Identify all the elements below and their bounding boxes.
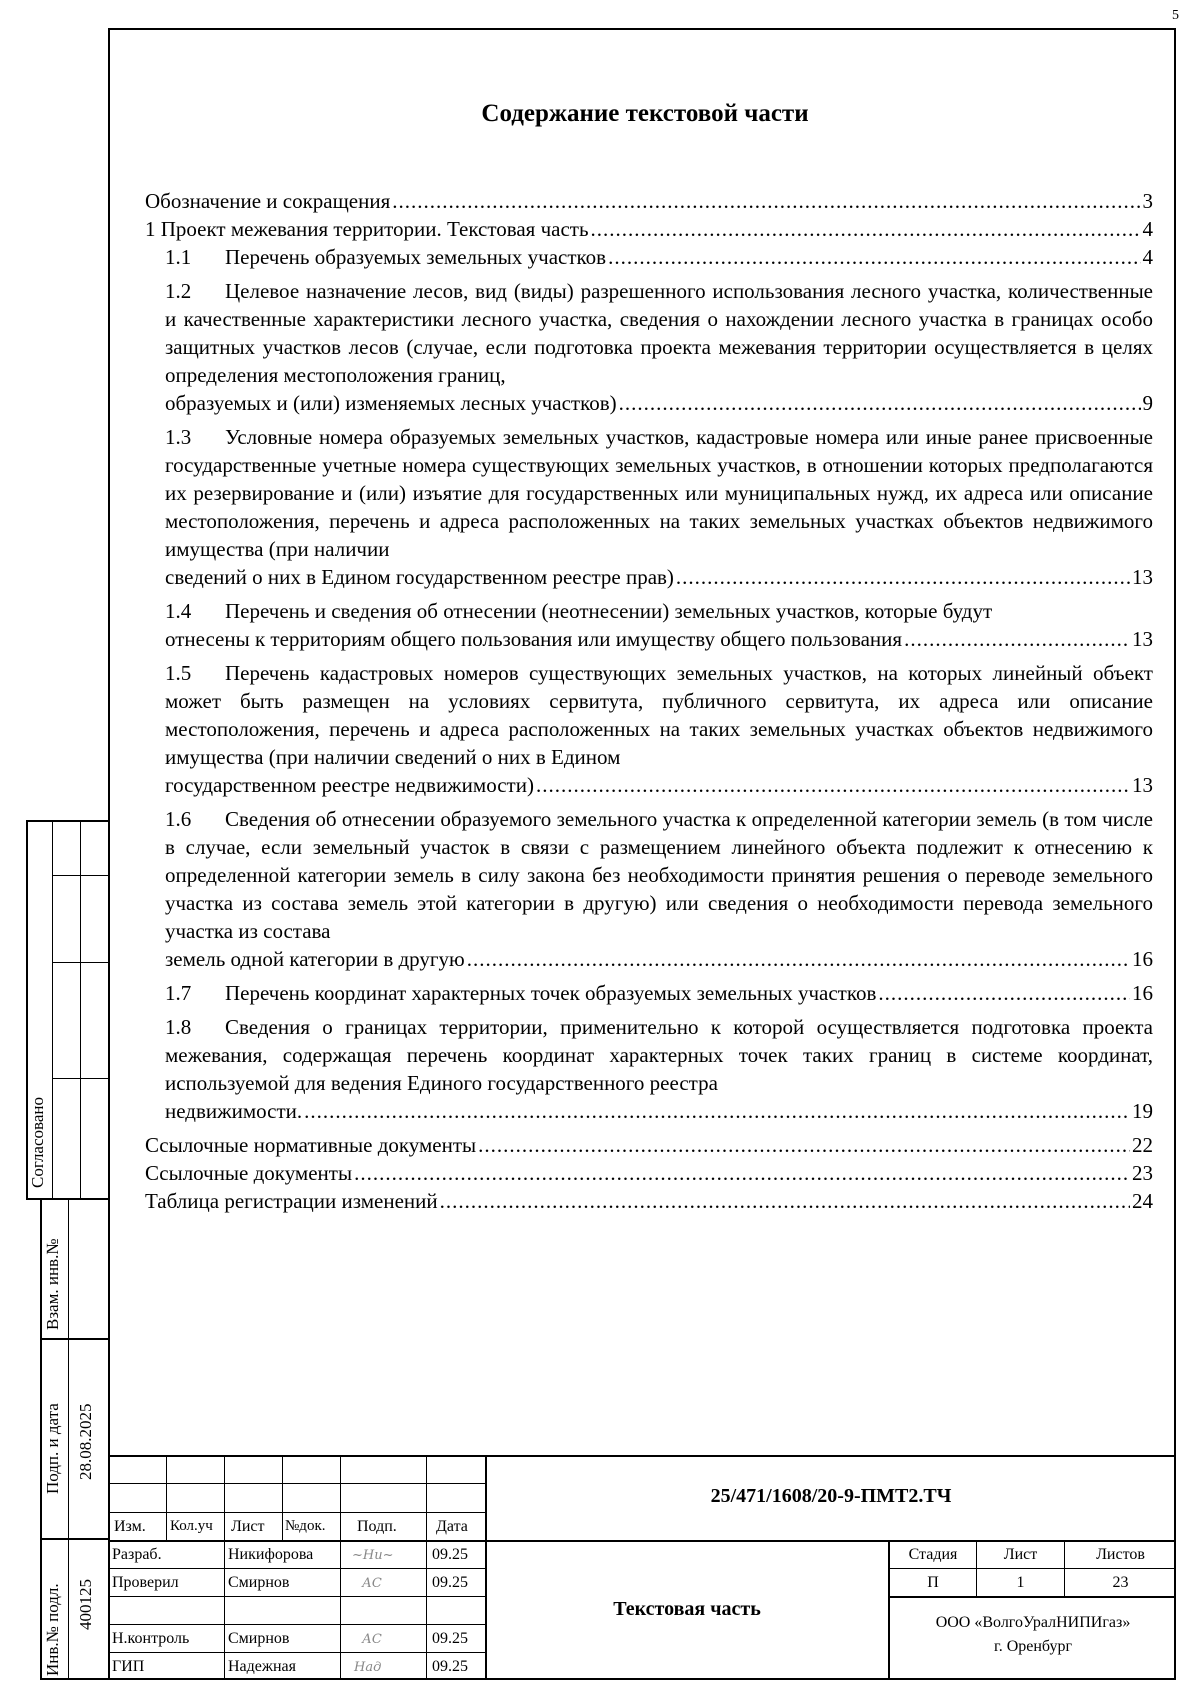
toc-entry-text-end: земель одной категории в другую [165, 947, 465, 971]
inventory-rowline [40, 1538, 110, 1540]
r1-signature: ~Ни~ [352, 1548, 394, 1563]
toc-entry-page: 16 [1132, 981, 1153, 1005]
inventory-rowline [40, 1338, 110, 1340]
agreed-label: Согласовано [28, 1097, 47, 1188]
toc-entry-page: 4 [1142, 245, 1153, 269]
toc-entry-text: Обозначение и сокращения [145, 189, 391, 213]
toc-entry-text: Сведения об отнесении образуемого земельного участка к определенной категории земель (в том числе в случае, если земельный участок в связи с размещением линейного объекта подлежит к отнесению к определенной категории земель в силу закона без необходимости принятия решения о переводе земельного участка из состава земель этой категории в другую) или сведения о необходимости перевода земельного участка из состава [165, 807, 1153, 943]
inv-orig-value: 400125 [76, 1579, 95, 1630]
stage-label: Стадия [908, 1546, 958, 1563]
hdr-ndok: №док. [285, 1518, 326, 1534]
toc-entry-page: 13 [1132, 627, 1153, 651]
r4-name: Надежная [228, 1658, 296, 1675]
toc-leader [354, 1159, 1130, 1187]
doc-name: Текстовая часть [613, 1598, 761, 1620]
toc-entry-page: 9 [1142, 391, 1153, 415]
toc-entry-number: 1.5 [165, 661, 192, 685]
toc-entry[interactable] [145, 215, 1153, 243]
toc-entry-number: 1.8 [165, 1015, 192, 1039]
toc-entry-number: 1.4 [165, 599, 192, 623]
agreed-divider [80, 820, 81, 1200]
toc-entry-text-end: образуемых и (или) изменяемых лесных участков) [165, 391, 617, 415]
toc-leader [478, 1131, 1130, 1159]
toc-entry-number: 1.6 [165, 807, 192, 831]
agreed-rowline [52, 875, 109, 876]
toc-entry-number: 1.7 [165, 981, 192, 1005]
table-of-contents [145, 187, 1153, 1215]
stamp-hline [888, 1568, 1176, 1569]
toc-entry-page: 13 [1132, 565, 1153, 589]
toc-entry-text: Целевое назначение лесов, вид (виды) разрешенного использования лесного участка, количественные и качественные характеристики лесного участка, сведения о нахождении лесного участка в границах особо защитных участков лесов (случае, если подготовка проекта межевания территории осуществляется в целях определения местоположения границ, [165, 279, 1153, 387]
r2-date: 09.25 [432, 1574, 468, 1591]
toc-leader [467, 945, 1130, 973]
stamp-hline [888, 1596, 1176, 1598]
org-name: ООО «ВолгоУралНИПИгаз» [935, 1614, 1131, 1631]
toc-leader [904, 625, 1130, 653]
sheets-value: 23 [1112, 1574, 1129, 1591]
stamp-vline [166, 1455, 167, 1540]
toc-entry-text: 1 Проект межевания территории. Текстовая часть [145, 217, 589, 241]
toc-entry-text: Ссылочные нормативные документы [145, 1133, 477, 1157]
toc-entry-text-end: государственном реестре недвижимости) [165, 773, 534, 797]
toc-entry-page: 24 [1132, 1189, 1153, 1213]
toc-entry[interactable] [145, 423, 1153, 591]
stamp-hline [108, 1483, 486, 1484]
r1-date: 09.25 [432, 1546, 468, 1563]
r4-date: 09.25 [432, 1658, 468, 1675]
stamp-hline [108, 1540, 486, 1542]
page-title: Содержание текстовой части [481, 100, 809, 127]
doc-code: 25/471/1608/20-9-ПМТ2.ТЧ [710, 1485, 952, 1507]
stamp-hline [485, 1540, 1176, 1542]
toc-entry[interactable] [145, 659, 1153, 799]
toc-entry[interactable] [145, 597, 1153, 653]
toc-entry[interactable] [145, 243, 1153, 271]
toc-leader [619, 389, 1141, 417]
toc-entry-text-end: отнесены к территориям общего пользования или имуществу общего пользования [165, 627, 903, 651]
stamp-topline [108, 1455, 1176, 1457]
toc-entry[interactable] [145, 277, 1153, 417]
hdr-izm: Изм. [114, 1518, 146, 1535]
toc-entry[interactable] [145, 805, 1153, 973]
stamp-hline [108, 1568, 486, 1569]
r3-name: Смирнов [228, 1630, 290, 1647]
toc-entry-text: Сведения о границах территории, применительно к которой осуществляется подготовка проекта межевания, содержащая перечень координат характерных точек таких границ в системе координат, используемой для ведения Единого государственного реестра [165, 1015, 1153, 1095]
toc-leader [304, 1097, 1130, 1125]
hdr-podp: Подп. [357, 1518, 397, 1535]
r1-role: Разраб. [112, 1546, 162, 1563]
toc-entry[interactable] [145, 1013, 1153, 1125]
toc-entry-text: Перечень образуемых земельных участков [225, 245, 607, 269]
page-number: 5 [1172, 8, 1179, 23]
stamp-hline [108, 1512, 486, 1513]
sheet-label: Лист [1003, 1546, 1038, 1563]
toc-entry-number: 1.1 [165, 245, 192, 269]
toc-entry-number: 1.2 [165, 279, 192, 303]
toc-leader [878, 979, 1130, 1007]
agreed-divider [52, 820, 53, 1200]
toc-entry-text-end: недвижимости. [165, 1099, 303, 1123]
stamp-hline [108, 1624, 486, 1625]
org-city: г. Оренбург [993, 1638, 1073, 1655]
r2-name: Смирнов [228, 1574, 290, 1591]
stamp-hline [108, 1652, 486, 1653]
toc-entry[interactable] [145, 1187, 1153, 1215]
replace-inv-label: Взам. инв.№ [43, 1238, 62, 1330]
r3-date: 09.25 [432, 1630, 468, 1647]
stamp-vline [282, 1455, 283, 1540]
toc-entry-page: 13 [1132, 773, 1153, 797]
toc-leader [676, 563, 1130, 591]
agreed-rowline [52, 962, 109, 963]
hdr-koluch: Кол.уч [170, 1518, 213, 1534]
toc-entry-page: 22 [1132, 1133, 1153, 1157]
sign-date-value: 28.08.2025 [76, 1403, 95, 1480]
sheets-label: Листов [1096, 1546, 1145, 1563]
toc-entry-page: 16 [1132, 947, 1153, 971]
toc-entry-text: Таблица регистрации изменений [145, 1189, 438, 1213]
toc-leader [536, 771, 1130, 799]
toc-entry-text-end: сведений о них в Едином государственном реестре прав) [165, 565, 674, 589]
inventory-divider [68, 1198, 69, 1680]
toc-entry-page: 3 [1142, 189, 1153, 213]
r4-role: ГИП [112, 1658, 145, 1675]
sheet-value: 1 [1016, 1574, 1025, 1591]
toc-entry-page: 19 [1132, 1099, 1153, 1123]
toc-entry-text: Перечень и сведения об отнесении (неотнесении) земельных участков, которые будут [225, 599, 993, 623]
hdr-data: Дата [436, 1518, 468, 1535]
toc-entry-text: Условные номера образуемых земельных участков, кадастровые номера или иные ранее присвоенные государственные учетные номера существующих земельных участков, в отношении которых предполагаются их резервирование и (или) изъятие для государственных или муниципальных нужд, их адреса или описание местоположения, перечень и адреса расположенных на таких земельных участках объектов недвижимого имущества (при наличии [165, 425, 1153, 561]
r2-signature: АС [362, 1576, 382, 1591]
toc-entry-number: 1.3 [165, 425, 192, 449]
toc-leader [608, 243, 1140, 271]
r3-role: Н.контроль [112, 1630, 190, 1647]
hdr-list: Лист [231, 1518, 265, 1535]
toc-entry-text: Ссылочные документы [145, 1161, 353, 1185]
agreed-rowline [52, 1078, 109, 1079]
toc-entry[interactable] [145, 1131, 1153, 1159]
toc-entry[interactable] [145, 187, 1153, 215]
r3-signature: АС [362, 1632, 382, 1647]
toc-entry[interactable] [145, 979, 1153, 1007]
toc-entry-page: 4 [1142, 217, 1153, 241]
toc-entry[interactable] [145, 1159, 1153, 1187]
toc-leader [392, 187, 1140, 215]
stage-value: П [927, 1574, 939, 1591]
r1-name: Никифорова [228, 1546, 314, 1563]
toc-leader [440, 1187, 1130, 1215]
toc-leader [591, 215, 1141, 243]
sign-date-label: Подп. и дата [43, 1403, 62, 1494]
inv-orig-label: Инв.№ подл. [43, 1583, 62, 1676]
toc-entry-text: Перечень координат характерных точек образуемых земельных участков [225, 981, 877, 1005]
r2-role: Проверил [112, 1574, 179, 1591]
stamp-hline [108, 1596, 486, 1597]
toc-entry-page: 23 [1132, 1161, 1153, 1185]
toc-entry-text: Перечень кадастровых номеров существующих земельных участков, на которых линейный объект может быть размещен на условиях сервитута, публичного сервитута, их адреса или описание местоположения, перечень и адреса расположенных на таких земельных участках объектов недвижимого имущества (при наличии сведений о них в Едином [165, 661, 1153, 769]
r4-signature: Над [354, 1660, 382, 1675]
